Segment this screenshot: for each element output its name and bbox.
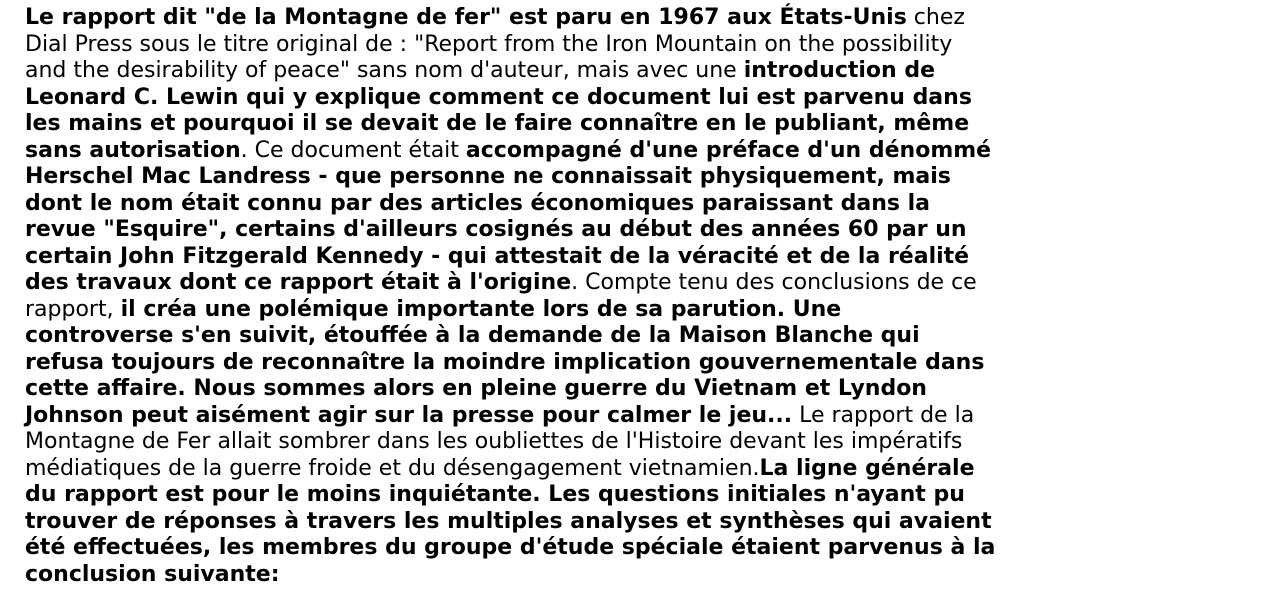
bold-text-run: introduction de [743,58,936,83]
bold-text-run: La ligne générale [759,455,975,481]
text-line [25,535,1035,562]
bold-text-run: cette affaire. Nous sommes alors en pleine guerre du Vietnam et Lyndon [25,376,927,401]
bold-text-run: dont le nom était connu par des articles économiques paraissant dans la [25,190,931,216]
text-line [25,191,1035,218]
text-line [25,482,1035,509]
bold-text-run: sans autorisation [25,137,241,163]
text-line [25,562,1035,589]
bold-text-run: Le rapport dit "de la Montagne de fer" est paru en 1967 aux États-Unis [25,5,907,30]
bold-text-run: du rapport est pour le moins inquiétante. Les questions initiales n'ayant pu [25,482,965,507]
bold-text-run: certain John Fitzgerald Kennedy - qui attestait de la véracité et de la réalité [25,243,970,269]
text-line [25,164,1035,191]
bold-text-run: il créa une polémique importante lors de sa parution. Une [120,296,842,322]
text-line [25,323,1035,350]
text-line [25,5,1035,32]
bold-text-run: Leonard C. Lewin qui y explique comment ce document lui est parvenu dans [25,84,972,110]
text-line [25,376,1035,403]
text-line [25,111,1035,138]
bold-text-run: Johnson peut aisément agir sur la presse pour calmer le jeu... [25,402,793,428]
text-run: médiatiques de la guerre froide et du désengagement vietnamien. [25,455,760,481]
text-run: rapport, [25,296,121,322]
text-line [25,403,1035,430]
text-line [25,456,1035,483]
text-line [25,429,1035,456]
text-line [25,297,1035,324]
bold-text-run: refusa toujours de reconnaître la moindre implication gouvernementale dans [25,349,985,375]
text-line [25,58,1035,85]
text-line [25,32,1035,59]
text-run: Dial Press sous le titre original de : "Report from the Iron Mountain on the possibility [25,31,953,57]
text-run: . Ce document était [240,137,466,163]
bold-text-run: été effectuées, les membres du groupe d'étude spéciale étaient parvenus à la [25,535,996,560]
bold-text-run: accompagné d'une préface d'un dénommé [465,137,992,163]
text-run: . Compte tenu des conclusions de ce [571,270,977,295]
bold-text-run: des travaux dont ce rapport était à l'origine [25,270,572,295]
bold-text-run: conclusion suivante: [25,561,280,587]
text-line [25,509,1035,536]
article-paragraph [25,5,1035,588]
bold-text-run: Herschel Mac Landress - que personne ne connaissait physiquement, mais [25,164,951,189]
bold-text-run: les mains et pourquoi il se devait de le faire connaître en le publiant, même [25,111,970,136]
text-line [25,244,1035,271]
text-line [25,85,1035,112]
text-line [25,138,1035,165]
text-run: Montagne de Fer allait sombrer dans les oubliettes de l'Histoire devant les impératifs [25,429,963,454]
text-line [25,350,1035,377]
bold-text-run: controverse s'en suivit, étouffée à la demande de la Maison Blanche qui [25,323,920,348]
text-run: chez [906,5,965,30]
bold-text-run: trouver de réponses à travers les multiples analyses et synthèses qui avaient [25,508,992,534]
text-line [25,270,1035,297]
text-line [25,217,1035,244]
bold-text-run: revue "Esquire", certains d'ailleurs cosignés au début des années 60 par un [25,217,967,242]
text-run: and the desirability of peace" sans nom d'auteur, mais avec une [25,58,744,83]
text-run: Le rapport de la [792,402,975,428]
